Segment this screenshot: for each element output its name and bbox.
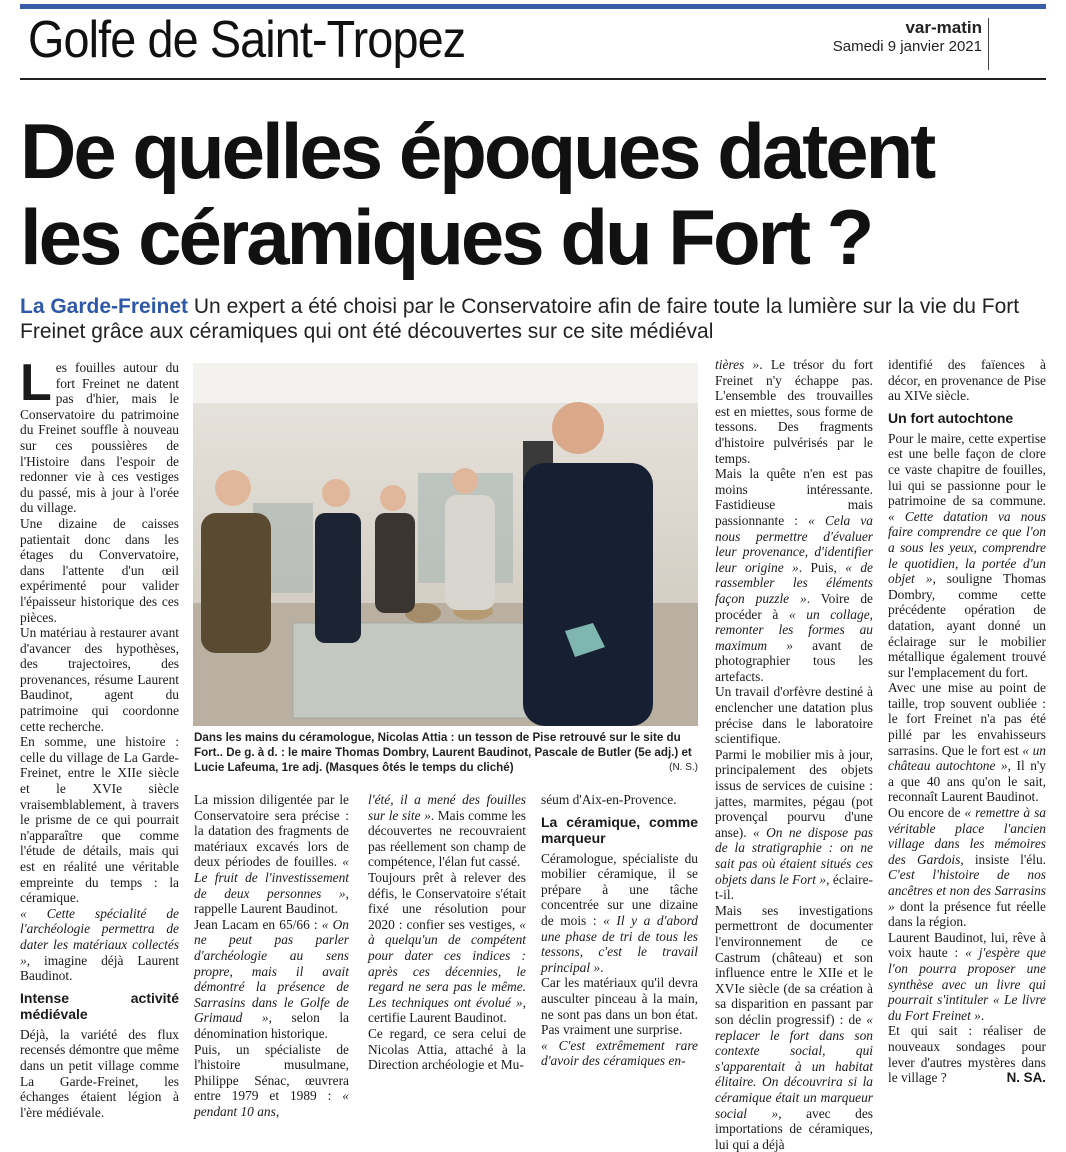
paragraph: es fouilles autour du fort Freinet ne datent pas d'hier, mais le Conservatoire du patrimoine du Freinet souffle à nouveau sur ces poussières de l'Histoire dans l'espoir de redonner vie à ces vestiges du passé, mis à jour à l'orée du village. [20, 360, 179, 516]
article-column-1 [20, 354, 179, 1120]
header-rule [20, 78, 1046, 80]
quote: « Cette datation va nous faire comprendre ce que l'on a sous les yeux, comprendre le quotidien, la portée d'un objet » [888, 508, 1046, 587]
paragraph: La mission diligentée par le Conservatoire sera précise : la datation des fragments de matériaux excavés lors de deux périodes de fouilles. [194, 792, 349, 870]
photo-credit: (N. S.) [669, 762, 698, 773]
paragraph: , avec des importations de céramiques, lui qui a déjà [715, 1105, 874, 1152]
paragraph: , éclaire-t-il. [715, 871, 874, 903]
quote: « replacer le fort dans son contexte social, qui s'apparentait à un habitat élitaire. On découvrira si la céramique était un marqueur social » [715, 1011, 873, 1121]
quote: « un château autochtone » [888, 742, 1046, 774]
article-column-2 [194, 792, 349, 1119]
paragraph: . Puis, [798, 559, 837, 575]
paragraph: . [600, 959, 604, 975]
deck [20, 294, 1050, 344]
newspaper-brand: var-matin [905, 18, 982, 37]
caption-text: Dans les mains du céramologue, Nicolas Attia : un tesson de Pise retrouvé sur le site du Fort.. De g. à d. : le maire Thomas Dombry, Laurent Baudinot, Pascale de Butler (5e adj.) et Lucie Lafeuma, 1re adj. (Masques ôtés le temps du cliché) [194, 731, 692, 774]
quote: « à quelqu'un de compétent pour dater ces indices : après ces décennies, le regard ne sera pas le même. Les techniques ont évolué » [368, 916, 526, 1010]
paragraph: Mais ses investigations permettront de documenter l'environnement de ce Castrum (château) et son influence entre le XIIe et le XVIe siècle (de sa création à sa disparition en passant par son déclin progressif) : de [715, 902, 873, 1027]
article-column-6 [888, 357, 1046, 1086]
paragraph: , insiste l'élu. [960, 851, 1047, 867]
quote: l'été, il a mené des fouilles sur le site » [368, 792, 526, 823]
paragraph: Car les matériaux qu'il devra ausculter pinceau à la main, ne sont pas dans un bon état. Pas vraiment une surprise. [541, 975, 698, 1038]
paragraph: , souligne Thomas Dombry, comme cette précédente opération de datation, ayant donné un éclairage sur le mobilier métallique également trouvé sur l'emplacement du fort. [888, 571, 1046, 680]
paragraph: Avec une mise au point de taille, trop souvent oubliée : le fort Freinet n'a pas été pillé par les envahisseurs sarrasins. Que le fort est [888, 680, 1046, 758]
deck-text: Un expert a été choisi par le Conservatoire afin de faire toute la lumière sur la vie du Fort Freinet grâce aux céramiques qui ont été découvertes sur ce site médiéval [20, 295, 1020, 343]
author-signature: N. SA. [1006, 1070, 1046, 1086]
article-photo [193, 363, 698, 726]
subheading-intense-activite: Intense activité médiévale [20, 989, 179, 1022]
quote: « j'espère que l'on pourra proposer une synthèse avec un livre qui pourrait s'intituler « Le livre du Fort Freinet » [888, 945, 1046, 1023]
paragraph: avant de photographier tous les artefacts. [715, 637, 873, 684]
paragraph: séum d'Aix-en-Provence. [541, 792, 677, 807]
paragraph: En somme, une histoire : celle du village de La Garde-Freinet, entre le XIIe siècle et le XVIe siècle vraisemblablement, à travers le prisme de ce qui pourrait n'apparaître que comme l'étude de détails, mais qui est en réalité une véritable empreinte du temps : la céramique. [20, 734, 179, 906]
paragraph: , rappelle Laurent Baudinot. [194, 885, 349, 917]
headline [20, 108, 1050, 280]
photo-illustration [193, 363, 698, 726]
publication-date: Samedi 9 janvier 2021 [832, 38, 982, 55]
quote: « Cette spécialité de l'archéologie permettra de dater les matériaux collectés » [20, 905, 179, 968]
section-title: Golfe de Saint-Tropez [28, 11, 466, 69]
paragraph: . Le trésor du fort Freinet n'y échappe pas. L'ensemble des trouvailles est en miettes, sous forme de tessons. Des fragments d'histoire pulvérisés par le temps. [715, 357, 874, 466]
headline-line-2: les céramiques du Fort ? [20, 193, 872, 281]
quote: « On ne dispose pas de la stratigraphie : on ne sait pas où étaient situés ces objets dans le Fort » [715, 824, 873, 887]
paragraph: , imagine déjà Laurent Baudinot. [20, 952, 179, 984]
paragraph: Jean Lacam en 65/66 : [194, 916, 318, 932]
quote: « pendant 10 ans, [194, 1088, 349, 1119]
photo-caption [194, 730, 698, 775]
quote: « C'est extrêmement rare d'avoir des céramiques en- [541, 1037, 698, 1069]
quote: « Le fruit de l'investissement de deux personnes » [194, 854, 349, 901]
top-accent-bar [20, 4, 1046, 9]
quote: « On ne peut pas parler d'archéologie au sens propre, mais il avait démontré la présence de Sarrasins dans le Golfe de Grimaud » [194, 916, 349, 1026]
paragraph: Céramologue, spécialiste du mobilier céramique, il se prépare à une tâche concentrée sur une dizaine de mois : [541, 850, 698, 928]
paragraph: Ce regard, ce sera celui de Nicolas Attia, attaché à la Direction archéologie et Mu- [368, 1025, 526, 1073]
paragraph: Et qui sait : réaliser de nouveaux sondages pour lever d'autres mystères dans le village ? [888, 1023, 1046, 1086]
paragraph: , certifie Laurent Baudinot. [368, 994, 526, 1026]
paragraph: , Il n'y a que 40 ans qu'on le sait, reconnaît Laurent Baudinot. [888, 758, 1046, 805]
quote: « Cela va nous permettre d'évaluer leur provenance, d'identifier leur origine » [715, 512, 873, 575]
quote: C'est l'histoire de nos ancêtres et non des Sarrasins » [888, 867, 1046, 914]
paragraph: Puis, un spécialiste de l'histoire musulmane, Philippe Sénac, œuvrera entre 1979 et 1989 : [194, 1041, 349, 1104]
article-column-4 [541, 792, 698, 1069]
subheading-fort-autochtone: Un fort autochtone [888, 409, 1014, 426]
paragraph: . Voire de procéder à [715, 590, 873, 622]
quote: « un collage, remonter les formes au maximum » [715, 606, 873, 653]
article-column-5 [715, 357, 873, 1152]
article-column-3 [368, 792, 526, 1073]
paragraph: Laurent Baudinot, lui, rêve à voix haute : [888, 929, 1046, 961]
paragraph: identifié des faïences à décor, en provenance de Pise au XIVe siècle. [888, 357, 1046, 404]
quote: « remettre à sa véritable place l'ancien village dans les mémoires des Gardois [888, 805, 1046, 867]
drop-cap: L [20, 354, 52, 412]
header-divider [988, 18, 989, 70]
paragraph: Mais la quête n'en est pas moins intéressante. Fastidieuse mais passionnante : [715, 466, 873, 528]
subheading-ceramique: La céramique, comme marqueur [541, 813, 698, 846]
paragraph: Un matériau à restaurer avant d'avancer des hypothèses, des trajectoires, des provenances, résume Laurent Baudinot, agent du patrimoine qui coordonne cette recherche. [20, 625, 179, 734]
quote: « Il y a d'abord une phase de tri de tous les tessons, c'est le travail principal » [541, 912, 698, 975]
paragraph: Ou encore de [888, 805, 961, 821]
paragraph: Déjà, la variété des flux recensés démontre que même dans un petit village comme La Garde-Freinet, les échanges étaient légion à l'ère médiévale. [20, 1026, 179, 1120]
paragraph: Une dizaine de caisses patientait donc dans les étages du Convervatoire, dans l'attente d'un œil expérimenté pour valider l'épaisseur historique des ces pièces. [20, 515, 179, 625]
paragraph: . Mais comme les découvertes ne recouvraient pas réellement son champ de compétence, l'élan fut cassé. [368, 807, 526, 870]
paragraph: Pour le maire, cette expertise est une belle façon de clore ce vaste chapitre de fouilles, lui qui se passionne pour le patrimoine de sa commune. [888, 430, 1046, 509]
paragraph: Un travail d'orfèvre destiné à enclencher une datation plus précise dans le laboratoire scientifique. [715, 684, 873, 747]
paragraph: Toujours prêt à relever des défis, le Conservatoire s'était fixé une résolution pour 2020 : confier ses vestiges, [368, 869, 526, 932]
paragraph: , selon la dénomination historique. [194, 1010, 349, 1041]
quote: tières » [715, 357, 760, 372]
paragraph: Parmi le mobilier mis à jour, principalement des objets issus de services de cuisine : jattes, marmites, pégau (pot provençal pourvu d'une anse). [715, 746, 873, 840]
headline-line-1: De quelles époques datent [20, 107, 934, 195]
quote: « de rassembler les éléments façon puzzle » [715, 559, 873, 606]
paragraph: . [980, 1007, 985, 1023]
paragraph: dont la présence fut réelle dans la région. [888, 898, 1046, 930]
deck-place: La Garde-Freinet [20, 295, 189, 318]
